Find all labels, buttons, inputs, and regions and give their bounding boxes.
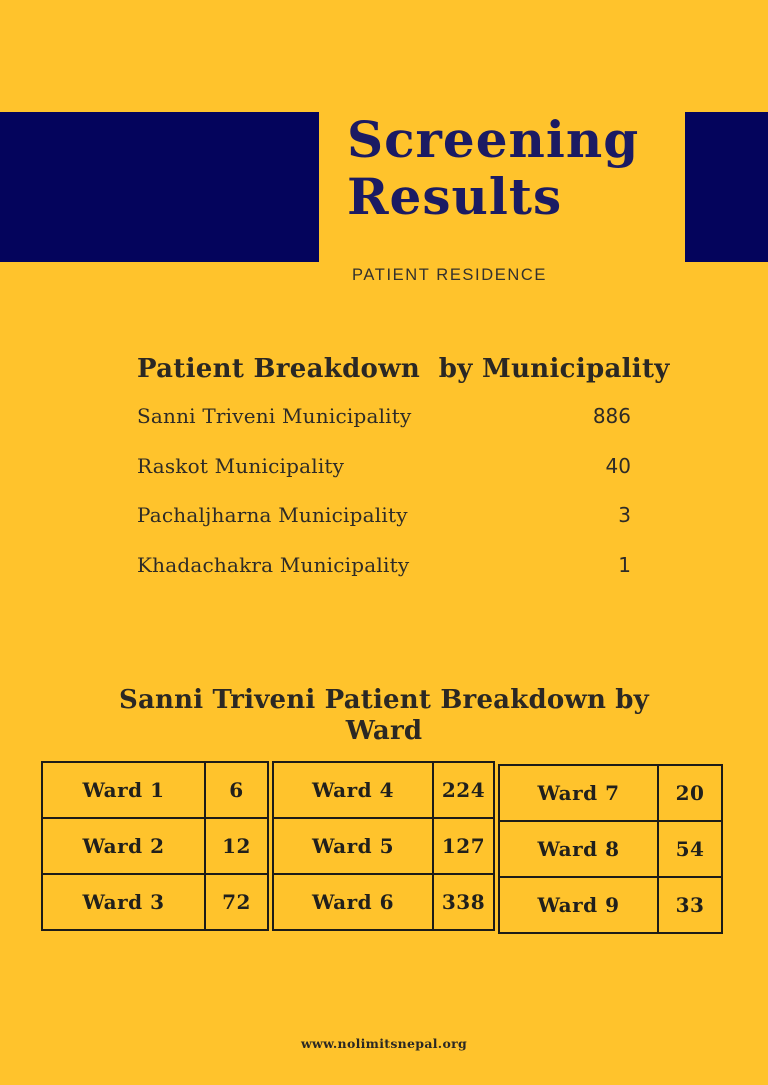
ward-value-cell: 20 bbox=[658, 765, 722, 821]
ward-table-1 bbox=[41, 761, 269, 931]
table-row bbox=[499, 821, 722, 877]
decorative-bar-right bbox=[685, 112, 768, 262]
municipality-value: 3 bbox=[618, 503, 631, 527]
municipality-section-heading: Patient Breakdown by Municipality bbox=[137, 354, 670, 384]
page-title-line-2: Results bbox=[347, 167, 563, 226]
municipality-label: Raskot Municipality bbox=[137, 454, 345, 478]
ward-value-cell: 12 bbox=[205, 818, 268, 874]
ward-label-cell: Ward 1 bbox=[42, 762, 205, 818]
ward-table-3 bbox=[498, 764, 723, 934]
table-row bbox=[42, 874, 268, 930]
decorative-bar-left bbox=[0, 112, 319, 262]
ward-value-cell: 33 bbox=[658, 877, 722, 933]
ward-value-cell: 72 bbox=[205, 874, 268, 930]
table-row bbox=[42, 818, 268, 874]
municipality-row bbox=[137, 503, 631, 527]
table-row bbox=[499, 765, 722, 821]
ward-table-2 bbox=[272, 761, 495, 931]
ward-label-cell: Ward 2 bbox=[42, 818, 205, 874]
ward-section-heading: Sanni Triveni Patient Breakdown by Ward bbox=[119, 685, 649, 746]
ward-value-cell: 224 bbox=[433, 762, 494, 818]
ward-label-cell: Ward 5 bbox=[273, 818, 433, 874]
municipality-label: Sanni Triveni Municipality bbox=[137, 404, 412, 428]
ward-label-cell: Ward 8 bbox=[499, 821, 658, 877]
ward-label-cell: Ward 3 bbox=[42, 874, 205, 930]
municipality-row bbox=[137, 404, 631, 428]
ward-label-cell: Ward 4 bbox=[273, 762, 433, 818]
municipality-value: 40 bbox=[605, 454, 631, 478]
ward-label-cell: Ward 9 bbox=[499, 877, 658, 933]
page-title bbox=[347, 111, 639, 225]
municipality-value: 886 bbox=[592, 404, 631, 428]
ward-value-cell: 127 bbox=[433, 818, 494, 874]
footer-url: www.nolimitsnepal.org bbox=[300, 1036, 468, 1051]
municipality-label: Pachaljharna Municipality bbox=[137, 503, 408, 527]
municipality-value: 1 bbox=[618, 553, 631, 577]
ward-label-cell: Ward 6 bbox=[273, 874, 433, 930]
ward-label-cell: Ward 7 bbox=[499, 765, 658, 821]
municipality-label: Khadachakra Municipality bbox=[137, 553, 410, 577]
ward-value-cell: 6 bbox=[205, 762, 268, 818]
municipality-row bbox=[137, 553, 631, 577]
table-row bbox=[42, 762, 268, 818]
ward-value-cell: 54 bbox=[658, 821, 722, 877]
ward-tables-group bbox=[41, 761, 723, 931]
municipality-row bbox=[137, 454, 631, 478]
table-row bbox=[273, 762, 494, 818]
table-row bbox=[273, 818, 494, 874]
table-row bbox=[499, 877, 722, 933]
ward-value-cell: 338 bbox=[433, 874, 494, 930]
page-title-line-1: Screening bbox=[347, 110, 640, 169]
page-subtitle: PATIENT RESIDENCE bbox=[352, 266, 547, 284]
table-row bbox=[273, 874, 494, 930]
